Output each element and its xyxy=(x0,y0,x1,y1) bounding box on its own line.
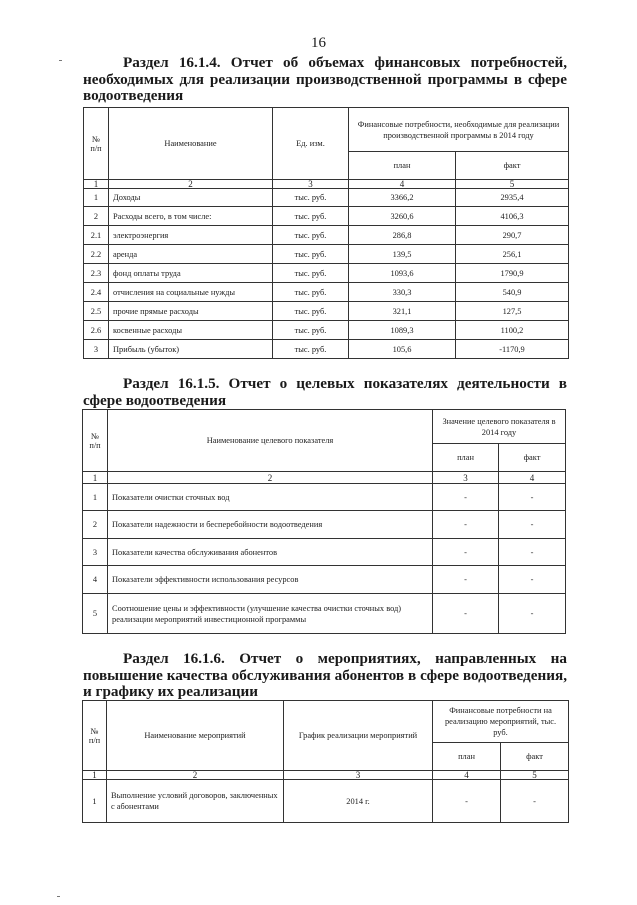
row-schedule: 2014 г. xyxy=(284,780,433,823)
header-indicator-name: Наименование целевого показателя xyxy=(108,410,433,472)
table-row xyxy=(84,283,569,302)
row-plan: 1093,6 xyxy=(349,264,456,283)
row-name: фонд оплаты труда xyxy=(109,264,273,283)
row-num: 2.4 xyxy=(84,283,109,302)
row-num: 2 xyxy=(84,207,109,226)
row-plan: - xyxy=(433,484,499,511)
index-cell: 2 xyxy=(109,180,273,189)
index-cell: 4 xyxy=(433,771,501,780)
row-name: Выполнение условий договоров, заключенных с абонентами xyxy=(107,780,284,823)
row-fact: 2935,4 xyxy=(456,189,569,207)
row-name: Показатели очистки сточных вод xyxy=(108,484,433,511)
table-row xyxy=(83,780,569,823)
header-num: № п/п xyxy=(83,410,108,472)
index-cell: 3 xyxy=(284,771,433,780)
header-plan: план xyxy=(433,743,501,771)
row-plan: 3260,6 xyxy=(349,207,456,226)
row-fact: - xyxy=(499,594,566,634)
table-row xyxy=(84,245,569,264)
table-row xyxy=(84,189,569,207)
row-plan: - xyxy=(433,511,499,539)
index-cell: 1 xyxy=(83,472,108,484)
section-title-16-1-5: Раздел 16.1.5. Отчет о целевых показателях деятельности в сфере водоотведения xyxy=(83,375,567,409)
row-unit: тыс. руб. xyxy=(273,321,349,340)
table-row xyxy=(84,340,569,359)
column-index-row xyxy=(83,771,569,780)
header-plan: план xyxy=(349,152,456,180)
row-plan: 139,5 xyxy=(349,245,456,264)
row-unit: тыс. руб. xyxy=(273,340,349,359)
header-unit: Ед. изм. xyxy=(273,108,349,180)
row-name: Доходы xyxy=(109,189,273,207)
index-cell: 2 xyxy=(108,472,433,484)
row-num: 2 xyxy=(83,511,108,539)
row-name: Показатели эффективности использования ресурсов xyxy=(108,566,433,594)
header-fact: факт xyxy=(456,152,569,180)
row-num: 2.5 xyxy=(84,302,109,321)
index-cell: 5 xyxy=(501,771,569,780)
row-unit: тыс. руб. xyxy=(273,226,349,245)
row-num: 2.1 xyxy=(84,226,109,245)
row-unit: тыс. руб. xyxy=(273,264,349,283)
row-num: 4 xyxy=(83,566,108,594)
index-cell: 5 xyxy=(456,180,569,189)
row-name: Показатели качества обслуживания абонентов xyxy=(108,539,433,566)
column-index-row xyxy=(83,472,566,484)
section-title-16-1-6: Раздел 16.1.6. Отчет о мероприятиях, направленных на повышение качества обслуживания абонентов в сфере водоотведения, и графику их реализации xyxy=(83,650,567,700)
row-plan: 330,3 xyxy=(349,283,456,302)
row-unit: тыс. руб. xyxy=(273,283,349,302)
row-fact: - xyxy=(499,484,566,511)
row-fact: - xyxy=(501,780,569,823)
row-fact: - xyxy=(499,511,566,539)
row-unit: тыс. руб. xyxy=(273,207,349,226)
row-fact: - xyxy=(499,566,566,594)
row-fact: 1790,9 xyxy=(456,264,569,283)
index-cell: 1 xyxy=(84,180,109,189)
index-cell: 1 xyxy=(83,771,107,780)
row-name: отчисления на социальные нужды xyxy=(109,283,273,302)
row-fact: 290,7 xyxy=(456,226,569,245)
index-cell: 4 xyxy=(499,472,566,484)
row-num: 2.6 xyxy=(84,321,109,340)
row-plan: - xyxy=(433,780,501,823)
header-fact: факт xyxy=(501,743,569,771)
page-number: 16 xyxy=(311,35,326,51)
row-plan: - xyxy=(433,594,499,634)
row-num: 1 xyxy=(83,484,108,511)
table-row xyxy=(84,226,569,245)
header-num: № п/п xyxy=(84,108,109,180)
row-num: 1 xyxy=(83,780,107,823)
row-unit: тыс. руб. xyxy=(273,245,349,264)
header-fact: факт xyxy=(499,444,566,472)
row-plan: 1089,3 xyxy=(349,321,456,340)
row-plan: 321,1 xyxy=(349,302,456,321)
index-cell: 2 xyxy=(107,771,284,780)
table-row xyxy=(83,594,566,634)
header-schedule: График реализации мероприятий xyxy=(284,701,433,771)
row-num: 2.3 xyxy=(84,264,109,283)
table-row xyxy=(83,566,566,594)
table-row xyxy=(84,302,569,321)
header-financial-needs: Финансовые потребности на реализацию мероприятий, тыс. руб. xyxy=(433,701,569,743)
table-row xyxy=(84,321,569,340)
column-index-row xyxy=(84,180,569,189)
row-name: аренда xyxy=(109,245,273,264)
header-name: Наименование xyxy=(109,108,273,180)
table-row xyxy=(83,539,566,566)
row-fact: 256,1 xyxy=(456,245,569,264)
row-plan: 286,8 xyxy=(349,226,456,245)
table-row xyxy=(83,511,566,539)
row-name: Прибыль (убыток) xyxy=(109,340,273,359)
index-cell: 3 xyxy=(273,180,349,189)
row-plan: - xyxy=(433,539,499,566)
target-indicators-table xyxy=(82,409,566,634)
section-title-16-1-4: Раздел 16.1.4. Отчет об объемах финансовых потребностей, необходимых для реализации производственной программы в сфере водоотведения xyxy=(83,54,567,104)
row-plan: 105,6 xyxy=(349,340,456,359)
row-num: 3 xyxy=(84,340,109,359)
table-row xyxy=(84,264,569,283)
row-name: электроэнергия xyxy=(109,226,273,245)
index-cell: 3 xyxy=(433,472,499,484)
row-num: 1 xyxy=(84,189,109,207)
row-unit: тыс. руб. xyxy=(273,189,349,207)
header-financial-needs: Финансовые потребности, необходимые для реализации производственной программы в 2014 году xyxy=(349,108,569,152)
row-fact: 4106,3 xyxy=(456,207,569,226)
row-fact: 1100,2 xyxy=(456,321,569,340)
row-fact: 540,9 xyxy=(456,283,569,302)
scan-mark xyxy=(57,896,60,897)
row-num: 3 xyxy=(83,539,108,566)
row-num: 5 xyxy=(83,594,108,634)
row-unit: тыс. руб. xyxy=(273,302,349,321)
row-plan: 3366,2 xyxy=(349,189,456,207)
financial-needs-table xyxy=(83,107,569,359)
table-row xyxy=(83,484,566,511)
header-activity-name: Наименование мероприятий xyxy=(107,701,284,771)
header-plan: план xyxy=(433,444,499,472)
index-cell: 4 xyxy=(349,180,456,189)
row-name: Соотношение цены и эффективности (улучшение качества очистки сточных вод) реализации мероприятий инвестиционной программы xyxy=(108,594,433,634)
row-fact: - xyxy=(499,539,566,566)
row-num: 2.2 xyxy=(84,245,109,264)
scan-mark xyxy=(59,60,62,61)
row-fact: -1170,9 xyxy=(456,340,569,359)
row-fact: 127,5 xyxy=(456,302,569,321)
activities-table xyxy=(82,700,569,823)
row-name: прочие прямые расходы xyxy=(109,302,273,321)
header-num: № п/п xyxy=(83,701,107,771)
table-row xyxy=(84,207,569,226)
row-name: Показатели надежности и бесперебойности водоотведения xyxy=(108,511,433,539)
row-name: Расходы всего, в том числе: xyxy=(109,207,273,226)
row-plan: - xyxy=(433,566,499,594)
row-name: косвенные расходы xyxy=(109,321,273,340)
header-indicator-value: Значение целевого показателя в 2014 году xyxy=(433,410,566,444)
